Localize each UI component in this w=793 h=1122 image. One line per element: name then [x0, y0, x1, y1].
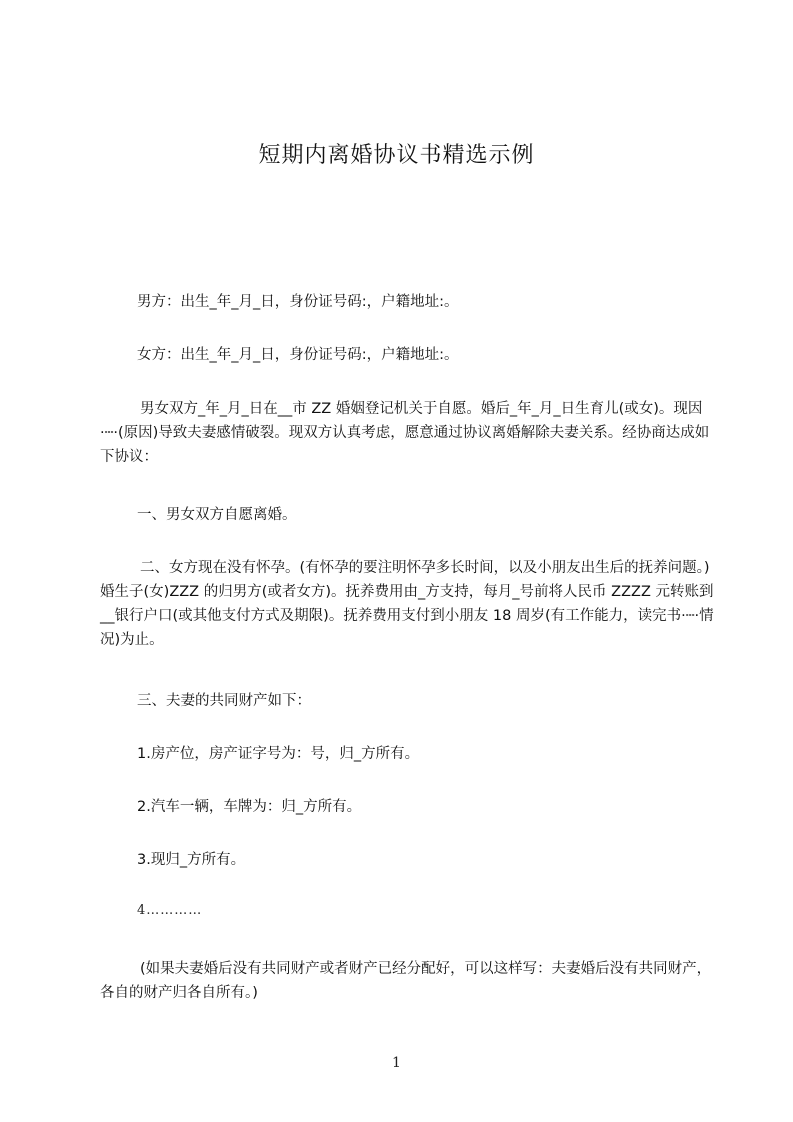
page-number: 1 [392, 1055, 401, 1071]
paragraph-clause-2: 二、女方现在没有怀孕。(有怀孕的要注明怀孕多长时间，以及小朋友出生后的抚养问题。)婚生子(女)ZZZ 的归男方(或者女方)。抚养费用由_方支持，每月_号前将人民币 ZZZZ 元转账到__银行户口(或其他支付方式及期限)。抚养费用支付到小朋友 18 周岁(有工作能力，读完书·┄·情况)为止。 [100, 560, 714, 648]
paragraph-item-2: 2.汽车一辆，车牌为：归_方所有。 [137, 799, 362, 815]
paragraph-item-3: 3.现归_方所有。 [137, 852, 246, 868]
paragraph-male-party: 男方：出生_年_月_日，身份证号码:，户籍地址:。 [137, 294, 459, 310]
paragraph-item-1: 1.房产位，房产证字号为：号，归_方所有。 [137, 746, 420, 762]
paragraph-clause-3: 三、夫妻的共同财产如下： [137, 693, 311, 709]
paragraph-female-party: 女方：出生_年_月_日，身份证号码:，户籍地址:。 [137, 347, 459, 363]
paragraph-clause-1: 一、男女双方自愿离婚。 [137, 507, 297, 523]
paragraph-note: (如果夫妻婚后没有共同财产或者财产已经分配好，可以这样写：夫妻婚后没有共同财产，各自的财产归各自所有。) [100, 961, 712, 1001]
paragraph-item-4: 4………… [137, 903, 203, 918]
document-title: 短期内离婚协议书精选示例 [258, 143, 535, 168]
paragraph-marriage-background: 男女双方_年_月_日在__市 ZZ 婚姻登记机关于自愿。婚后_年_月_日生育儿(或女)。现因·┄·(原因)导致夫妻感情破裂。现双方认真考虑，愿意通过协议离婚解除夫妻关系。经协商达成如下协议： [100, 401, 710, 465]
